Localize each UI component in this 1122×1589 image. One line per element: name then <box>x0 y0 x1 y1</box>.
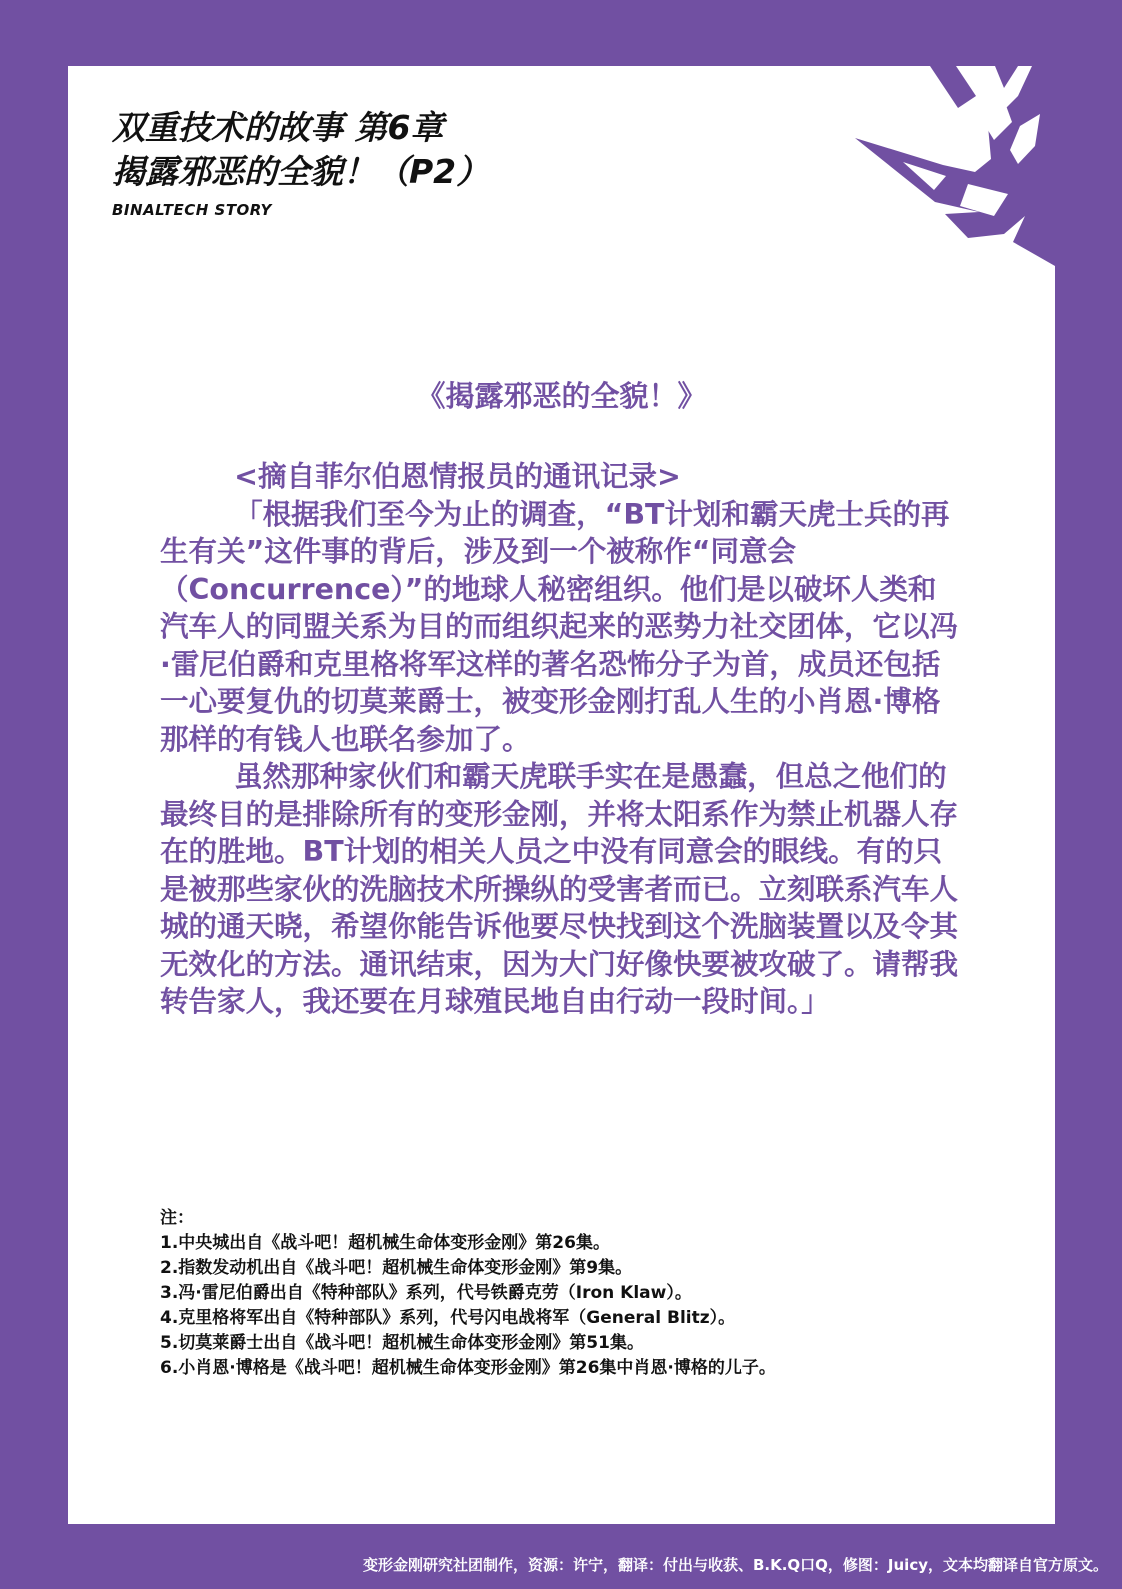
note-item: 1.中央城出自《战斗吧！超机械生命体变形金刚》第26集。 <box>160 1233 610 1253</box>
note-item: 2.指数发动机出自《战斗吧！超机械生命体变形金刚》第9集。 <box>160 1258 633 1278</box>
title-block <box>112 106 489 220</box>
credit-line: 变形金刚研究社团制作，资源：许宁，翻译：付出与收获、B.K.Q口Q，修图：Juicy，文本均翻译自官方原文。 <box>362 1556 1108 1574</box>
series-subtitle: BINALTECH STORY <box>112 201 272 219</box>
chapter-title: 双重技术的故事 第6章 <box>112 108 444 147</box>
story-heading: 《揭露邪恶的全貌！》 <box>416 379 707 413</box>
note-item: 6.小肖恩·博格是《战斗吧！超机械生命体变形金刚》第26集中肖恩·博格的儿子。 <box>160 1358 776 1378</box>
story-paragraph: 「根据我们至今为止的调查，“BT计划和霸天虎士兵的再生有关”这件事的背后，涉及到一个被称作“同意会（Concurrence）”的地球人秘密组织。他们是以破坏人类和汽车人的同盟关系为目的而组织起来的恶势力社交团体，它以冯·雷尼伯爵和克里格将军这样的著名恐怖分子为首，成员还包括一心要复仇的切莫莱爵士，被变形金刚打乱人生的小肖恩·博格那样的有钱人也联名参加了。 <box>160 497 959 756</box>
notes-label: 注： <box>160 1208 194 1228</box>
note-item: 3.冯·雷尼伯爵出自《特种部队》系列，代号铁爵克劳（Iron Klaw）。 <box>160 1283 692 1303</box>
part-title: 揭露邪恶的全貌！（P2） <box>112 152 490 191</box>
source-line: <摘自菲尔伯恩情报员的通讯记录> <box>234 460 681 493</box>
notes-section <box>160 1206 1040 1381</box>
story-body <box>160 458 960 1021</box>
document-page <box>68 66 1055 1524</box>
note-item: 5.切莫莱爵士出自《战斗吧！超机械生命体变形金刚》第51集。 <box>160 1333 644 1353</box>
note-item: 4.克里格将军出自《特种部队》系列，代号闪电战将军（General Blitz）。 <box>160 1308 736 1328</box>
story-paragraph: 虽然那种家伙们和霸天虎联手实在是愚蠢，但总之他们的最终目的是排除所有的变形金刚，并将太阳系作为禁止机器人存在的胜地。BT计划的相关人员之中没有同意会的眼线。有的只是被那些家伙的洗脑技术所操纵的受害者而已。立刻联系汽车人城的通天晓，希望你能告诉他要尽快找到这个洗脑装置以及令其无效化的方法。通讯结束，因为大门好像快要被攻破了。请帮我转告家人，我还要在月球殖民地自由行动一段时间。」 <box>160 760 959 1018</box>
decepticon-logo-icon <box>818 66 1055 266</box>
